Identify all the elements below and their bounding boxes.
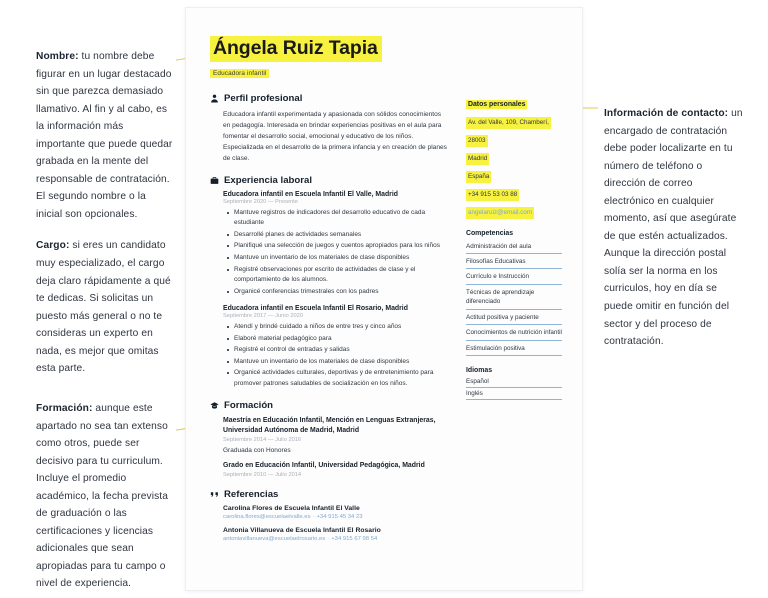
experience-bullets	[223, 208, 450, 297]
education-title: Grado en Educación Infantil, Universidad Pedagógica, Madrid	[223, 462, 425, 470]
annotation-cargo-label: Cargo:	[36, 240, 70, 252]
education-item	[223, 416, 450, 454]
skill-label: Técnicas de aprendizaje diferenciado	[466, 288, 535, 306]
education-date: Septiembre 2010 — Julio 2014	[223, 472, 302, 479]
bullet: Planifiqué una selección de juegos y cuentos apropiados para los niños	[234, 241, 450, 252]
graduation-cap-icon	[210, 401, 219, 410]
skill-label: Actitud positiva y paciente	[466, 313, 539, 321]
language-item	[466, 388, 562, 400]
cv-side-column	[466, 93, 562, 554]
quote-icon	[210, 490, 219, 499]
personal-line: Av. del Valle, 109, Chamberí,	[466, 117, 551, 129]
education-note: Graduada con Honores	[223, 447, 291, 455]
personal-line: Madrid	[466, 153, 489, 165]
skill-label: Estimulación positiva	[466, 344, 525, 352]
bullet: Elaboré material pedagógico para	[234, 334, 450, 345]
education-date: Septiembre 2014 — Julio 2016	[223, 437, 302, 444]
skill-label: Currículo e Instrucción	[466, 273, 529, 281]
section-perfil-profesional	[210, 93, 450, 164]
bullet: Registré observaciones por escrito de actividades de clase y el comportamiento de los alumnos.	[234, 265, 450, 286]
experience-item	[223, 191, 450, 297]
language-label: Español	[466, 378, 489, 386]
datos-personales-title: Datos personales	[468, 100, 526, 108]
cv-content	[210, 36, 562, 553]
experience-bullets	[223, 322, 450, 389]
reference-email[interactable]: carolina.flores@escuelaelvalle.es	[223, 514, 311, 521]
annotation-nombre-text: tu nombre debe figurar en un lugar destacado sin que parezca demasiado llamativo. Al fin y al cabo, es la información más importante que puede quedar grabada en la mente del responsable de contratación. El segundo nombre o la inicial son opcionales.	[36, 51, 173, 220]
annotation-formacion-text: aunque este apartado no sea tan extenso como otros, puede ser decisivo para tu curriculum. Incluye el promedio académico, la fecha prevista de graduación o las certificaciones y licencias adicionales que sean apropiadas para tu campo o nivel de experiencia.	[36, 403, 168, 590]
annotation-formacion	[36, 400, 174, 593]
experience-date: Septiembre 2020 — Presente	[223, 198, 298, 205]
section-perfil-heading	[210, 93, 450, 104]
sidebar-datos-personales	[466, 93, 562, 219]
skill-item	[466, 254, 562, 269]
skill-label: Administración del aula	[466, 242, 532, 250]
annotation-column-left	[36, 48, 174, 378]
bullet: Mantuve un inventario de los materiales de clase disponibles	[234, 357, 450, 368]
section-formacion-title: Formación	[224, 400, 274, 412]
skill-item	[466, 341, 562, 356]
annotation-nombre	[36, 48, 174, 223]
separator: ·	[327, 536, 330, 543]
skill-label: Conocimientos de nutrición infantil	[466, 329, 562, 337]
bullet: Atendí y brindé cuidado a niños de entre tres y cinco años	[234, 322, 450, 333]
experience-title: Educadora infantil en Escuela Infantil El Valle, Madrid	[223, 190, 398, 198]
reference-name: Carolina Flores de Escuela Infantil El Valle	[223, 505, 360, 513]
separator: ·	[312, 514, 315, 521]
bullet: Organicé actividades culturales, deportivas y de entretenimiento para promover patrones saludables de socialización en los niños.	[234, 368, 450, 389]
section-perfil-title: Perfil profesional	[224, 92, 303, 104]
personal-phone: +34 915 53 03 88	[466, 189, 519, 201]
cv-role: Educadora infantil	[210, 69, 269, 78]
bullet: Desarrollé planes de actividades semanales	[234, 230, 450, 241]
cv-name: Ángela Ruiz Tapia	[210, 36, 382, 62]
reference-name: Antonia Villanueva de Escuela Infantil El Rosario	[223, 527, 381, 535]
personal-line: España	[466, 171, 491, 183]
section-formacion	[210, 400, 450, 478]
annotation-contacto	[604, 105, 744, 351]
language-label: Inglés	[466, 390, 483, 398]
section-referencias-heading	[210, 489, 450, 500]
sidebar-competencias	[466, 230, 562, 357]
cv-header	[210, 36, 562, 80]
section-formacion-heading	[210, 400, 450, 411]
annotation-formacion-label: Formación:	[36, 403, 93, 414]
competencias-title: Competencias	[466, 229, 514, 237]
skill-item	[466, 239, 562, 254]
section-experiencia-heading	[210, 175, 450, 186]
skill-item	[466, 310, 562, 325]
reference-phone: +34 915 67 98 54	[331, 536, 378, 543]
sidebar-idiomas	[466, 367, 562, 400]
skill-item	[466, 269, 562, 284]
skill-item	[466, 285, 562, 310]
bullet: Registré el control de entradas y salidas	[234, 345, 450, 356]
experience-date: Septiembre 2017 — Junio 2020	[223, 313, 303, 320]
reference-phone: +34 915 45 34 23	[316, 514, 363, 521]
bullet: Mantuve registros de indicadores del desarrollo educativo de cada estudiante	[234, 208, 450, 229]
section-experiencia-title: Experiencia laboral	[224, 174, 312, 186]
skill-item	[466, 325, 562, 340]
education-title: Maestría en Educación Infantil, Mención en Lenguas Extranjeras, Universidad Autónoma de Madrid, Madrid	[223, 417, 436, 435]
section-referencias	[210, 489, 450, 542]
annotation-cargo-text: si eres un candidato muy especializado, el cargo deja claro rápidamente a qué te dedicas. Si solicitas un puesto más general o no te consideras un experto en nada, es mejor que omitas esta parte.	[36, 240, 171, 375]
annotation-column-right	[604, 105, 744, 351]
bullet: Mantuve un inventario de los materiales de clase disponibles	[234, 253, 450, 264]
briefcase-icon	[210, 176, 219, 185]
annotation-contacto-text: un encargado de contratación debe poder localizarte en tu número de teléfono o dirección de correo electrónico en cualquier momento, así que asegúrate de que estén actualizados. Aunque la dirección postal solía ser la norma en los curriculos, hoy en día se puede omitir en función del sector y del proceso de contratación.	[604, 108, 743, 348]
personal-line: 28003	[466, 135, 488, 147]
person-icon	[210, 94, 219, 103]
annotation-contacto-label: Información de contacto:	[604, 108, 729, 119]
personal-email[interactable]: angelaruiz@email.com	[466, 207, 534, 219]
bullet: Organicé conferencias trimestrales con los padres	[234, 287, 450, 298]
language-item	[466, 376, 562, 388]
reference-contact	[223, 514, 450, 520]
reference-item	[223, 527, 450, 542]
annotation-cargo	[36, 237, 174, 377]
perfil-text: Educadora infantil experimentada y apasionada con sólidos conocimientos en pedagogía. Interesada en brindar experiencias positivas en el aula para fomentar el desarrollo social, emocional y educativo de los niños. Especializada en el desarrollo de la primera infancia y en creación de planes de clase.	[223, 110, 447, 162]
cv-columns	[210, 93, 562, 554]
annotation-nombre-label: Nombre:	[36, 51, 79, 62]
cv-main-column	[210, 93, 450, 554]
section-experiencia-laboral	[210, 175, 450, 389]
skill-label: Filosofías Educativas	[466, 258, 526, 266]
idiomas-title: Idiomas	[466, 367, 493, 375]
cv-document-sheet	[186, 8, 582, 590]
reference-email[interactable]: antoniavillanueva@escuelaelrosario.es	[223, 536, 326, 543]
section-referencias-title: Referencias	[224, 489, 279, 501]
education-item	[223, 461, 450, 478]
experience-title: Educadora infantil en Escuela Infantil El Rosario, Madrid	[223, 305, 408, 313]
reference-item	[223, 505, 450, 520]
reference-contact	[223, 536, 450, 542]
experience-item	[223, 305, 450, 389]
